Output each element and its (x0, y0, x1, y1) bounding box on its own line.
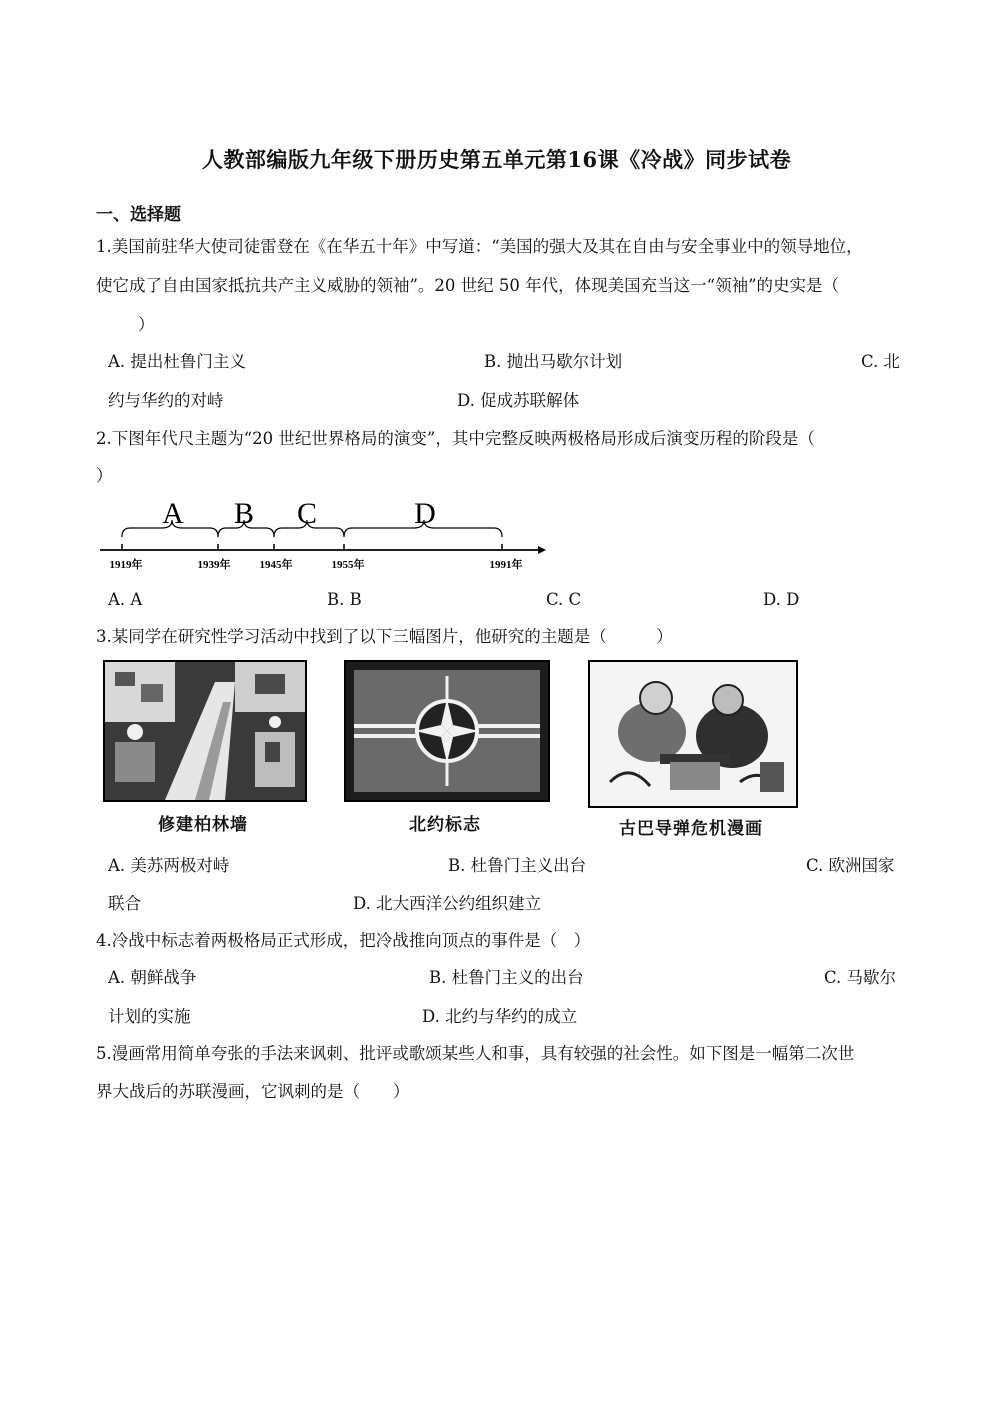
q3-option-c[interactable]: C. 欧洲国家 (806, 856, 895, 875)
nato-emblem-illustration (346, 662, 548, 800)
year-label-1919: 1919年 (109, 559, 143, 571)
segment-label-c: C (296, 497, 318, 530)
caption-berlin-wall: 修建柏林墙 (158, 815, 248, 835)
caption-cuban-missile-crisis: 古巴导弹危机漫画 (619, 819, 763, 839)
q1-option-c-continued: 约与华约的对峙 (108, 391, 224, 410)
q5-stem-line2: 界大战后的苏联漫画，它讽刺的是（ ） (96, 1082, 410, 1101)
q3-option-a[interactable]: A. 美苏两极对峙 (108, 856, 230, 875)
q2-option-d[interactable]: D. D (763, 590, 800, 609)
page-title: 人教部编版九年级下册历史第五单元第16课《冷战》同步试卷 (201, 147, 792, 172)
q3-option-c-continued: 联合 (108, 894, 141, 913)
segment-label-a: A (162, 497, 184, 530)
caption-nato-emblem: 北约标志 (409, 815, 481, 835)
q1-option-b[interactable]: B. 抛出马歇尔计划 (484, 352, 623, 371)
q4-option-b[interactable]: B. 杜鲁门主义的出台 (429, 968, 584, 987)
q1-option-c[interactable]: C. 北 (861, 352, 901, 371)
timeline-diagram (96, 492, 556, 582)
q1-option-a[interactable]: A. 提出杜鲁门主义 (108, 352, 246, 371)
section-heading: 一、选择题 (96, 205, 181, 225)
q2-option-c[interactable]: C. C (546, 590, 582, 609)
q3-option-d[interactable]: D. 北大西洋公约组织建立 (353, 894, 542, 913)
segment-label-d: D (414, 497, 436, 530)
q2-stem-line2: ） (96, 466, 113, 485)
q4-option-c[interactable]: C. 马歇尔 (824, 968, 897, 987)
q4-option-a[interactable]: A. 朝鲜战争 (108, 968, 197, 987)
q2-option-b[interactable]: B. B (327, 590, 362, 609)
berlin-wall-illustration (105, 662, 305, 800)
segment-label-b: B (233, 497, 255, 530)
q1-stem-line2: 使它成了自由国家抵抗共产主义威胁的领袖”。20 世纪 50 年代，体现美国充当这一“领袖”的史实是（ (96, 276, 840, 295)
cartoon-illustration (590, 662, 796, 806)
q1-option-d[interactable]: D. 促成苏联解体 (457, 391, 580, 410)
q4-option-c-continued: 计划的实施 (108, 1007, 191, 1026)
timeline-arrow (538, 546, 546, 554)
q5-stem-line1: 5.漫画常用简单夸张的手法来讽刺、批评或歌颂某些人和事，具有较强的社会性。如下图是一幅第二次世 (96, 1044, 855, 1063)
q1-stem-line1: 1.美国前驻华大使司徒雷登在《在华五十年》中写道：“美国的强大及其在自由与安全事业中的领导地位， (96, 237, 863, 256)
cuban-missile-cartoon (588, 660, 798, 808)
year-label-1955: 1955年 (331, 559, 365, 571)
q3-stem: 3.某同学在研究性学习活动中找到了以下三幅图片，他研究的主题是（ ） (96, 627, 673, 646)
nato-flag-photo (344, 660, 550, 802)
q4-stem: 4.冷战中标志着两极格局正式形成，把冷战推向顶点的事件是（ ） (96, 931, 591, 950)
year-label-1991: 1991年 (489, 559, 523, 571)
berlin-wall-photo (103, 660, 307, 802)
year-label-1945: 1945年 (259, 559, 293, 571)
q2-option-a[interactable]: A. A (108, 590, 143, 609)
q4-option-d[interactable]: D. 北约与华约的成立 (422, 1007, 578, 1026)
year-label-1939: 1939年 (197, 559, 231, 571)
q1-stem-line3: ） (138, 315, 155, 334)
q2-stem-line1: 2.下图年代尺主题为“20 世纪世界格局的演变”，其中完整反映两极格局形成后演变历程的阶段是（ (96, 429, 815, 448)
q3-option-b[interactable]: B. 杜鲁门主义出台 (448, 856, 587, 875)
